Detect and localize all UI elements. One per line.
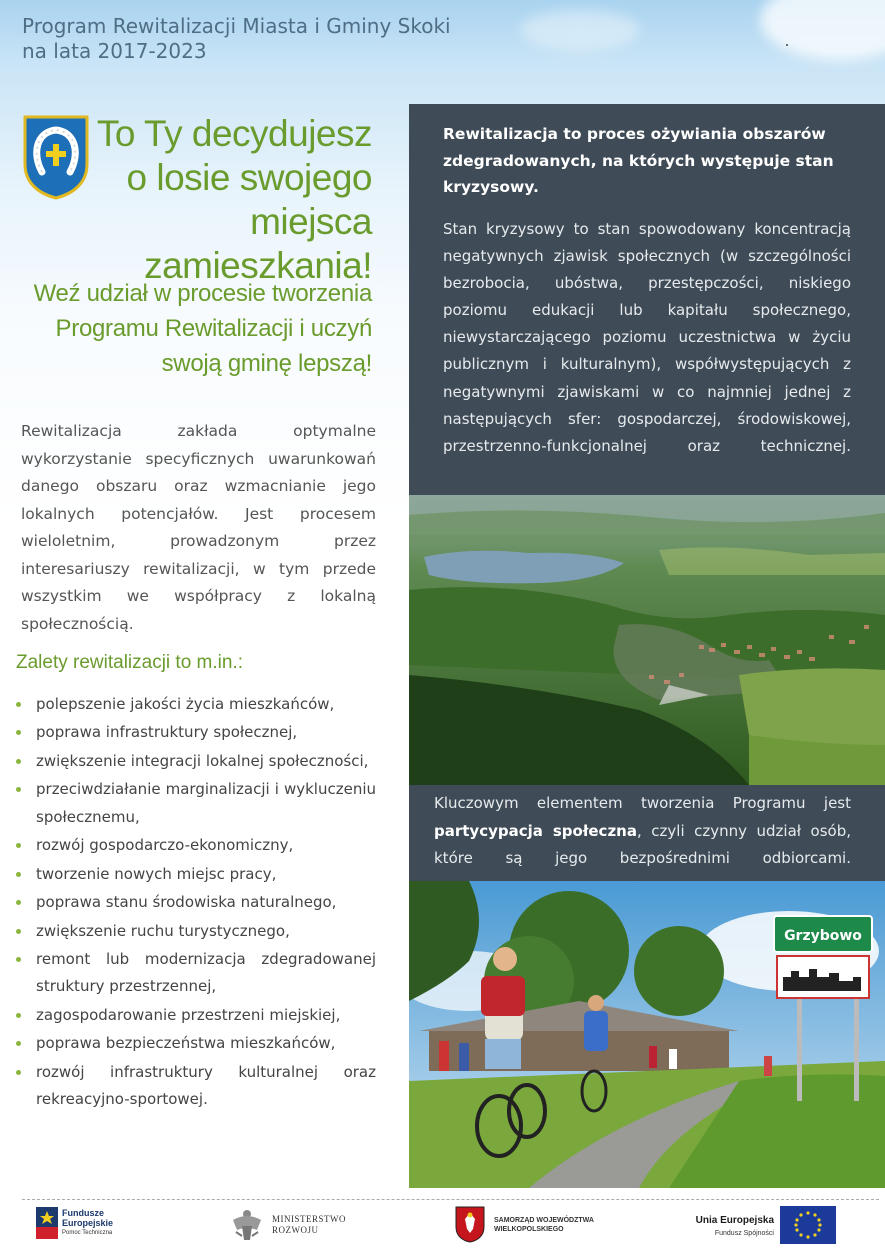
benefits-list — [16, 691, 376, 1115]
headline-line: o losie swojego — [126, 157, 372, 198]
intro-paragraph: Rewitalizacja zakłada optymalne wykorzystanie specyficznych uwarunkowań danego obszaru oraz wzmacnianie jego lokalnych potencjałów. Jest procesem wieloletnim, prowadzonym przez interesariuszy rewitalizacji, w tym przede wszystkim we współpracy z lokalną społecznością. — [21, 422, 376, 633]
subheadline-line: Programu Rewitalizacji i uczyń — [55, 315, 372, 342]
program-title: Program Rewitalizacji Miasta i Gminy Skoki — [22, 14, 451, 38]
list-item: poprawa infrastruktury społecznej, — [16, 719, 376, 746]
headline-line: miejsca zamieszkania! — [144, 201, 372, 286]
ue-line2: Fundusz Spójności — [714, 1230, 774, 1237]
fe-line2: Europejskie — [62, 1218, 114, 1228]
list-item: zwiększenie ruchu turystycznego, — [16, 918, 376, 945]
program-years: na lata 2017-2023 — [22, 39, 207, 63]
participation-text-start: Kluczowym elementem tworzenia Programu jest — [434, 794, 851, 812]
main-headline — [32, 112, 372, 288]
subheadline-line: Weź udział w procesie tworzenia — [33, 280, 372, 307]
unia-europejska-logo — [680, 1204, 836, 1246]
list-item: przeciwdziałanie marginalizacji i wykluczeniu społecznemu, — [16, 776, 376, 831]
polish-eagle-icon — [230, 1206, 264, 1244]
program-header — [22, 14, 451, 64]
cloud-decoration — [520, 10, 640, 50]
sw-line1: SAMORZĄD WOJEWÓDZTWA — [494, 1217, 594, 1224]
fe-star-icon — [36, 1207, 58, 1239]
eu-flag-icon — [780, 1206, 836, 1244]
samorzad-wojewodztwa-logo — [454, 1204, 594, 1246]
participation-text-end: , czyli czynny udział osób, które są jego bezpośrednimi odbiorcami. — [434, 821, 852, 867]
aerial-landscape-photo — [409, 495, 885, 785]
list-item: poprawa stanu środowiska naturalnego, — [16, 889, 376, 916]
town-sign-label: Grzybowo — [784, 928, 862, 944]
decorative-dot — [786, 44, 788, 46]
list-item: zwiększenie integracji lokalnej społeczności, — [16, 748, 376, 775]
panel-lead: Rewitalizacja to proces ożywiania obszarów zdegradowanych, na których występuje stan kryzysowy. — [443, 125, 834, 196]
sub-headline — [12, 276, 372, 381]
ministerstwo-rozwoju-logo — [230, 1204, 360, 1246]
list-item: rozwój infrastruktury kulturalnej oraz rekreacyjno-sportowej. — [16, 1059, 376, 1114]
participation-highlight: partycypacja społeczna — [434, 821, 637, 840]
subheadline-line: swoją gminę lepszą! — [161, 350, 372, 377]
wielkopolska-shield-icon — [454, 1205, 486, 1243]
fe-line1: Fundusze — [62, 1208, 104, 1218]
list-item: zagospodarowanie przestrzeni miejskiej, — [16, 1002, 376, 1029]
list-item: remont lub modernizacja zdegradowanej struktury przestrzennej, — [16, 946, 376, 1001]
mr-line1: MINISTERSTWO — [272, 1214, 346, 1224]
list-item: polepszenie jakości życia mieszkańców, — [16, 691, 376, 718]
sw-line2: WIELKOPOLSKIEGO — [494, 1226, 564, 1233]
headline-line: To Ty decydujesz — [96, 113, 372, 154]
cyclists-photo — [409, 881, 885, 1188]
list-item: poprawa bezpieczeństwa mieszkańców, — [16, 1030, 376, 1057]
list-item: rozwój gospodarczo-ekonomiczny, — [16, 832, 376, 859]
list-item: tworzenie nowych miejsc pracy, — [16, 861, 376, 888]
mr-line2: ROZWOJU — [272, 1225, 319, 1235]
benefits-title: Zalety rewitalizacji to m.in.: — [16, 652, 244, 673]
fundusze-europejskie-logo — [36, 1204, 136, 1246]
footer-divider — [22, 1199, 879, 1200]
participation-text — [434, 790, 851, 873]
ue-line1: Unia Europejska — [695, 1215, 774, 1226]
fe-subline: Pomoc Techniczna — [62, 1230, 113, 1236]
panel-body: Stan kryzysowy to stan spowodowany koncentracją negatywnych zjawisk społecznych (w szczególności bezrobocia, ubóstwa, przestępczości, niskiego poziomu edukacji lub kapitału społecznego, niewystarczającego poziomu uczestnictwa w życiu publicznym i kulturalnym), współwystępujących z negatywnymi zjawiskami w co najmniej jednej z następujących sfer: gospodarczej, środowiskowej, przestrzenno-funkcjonalnej oraz technicznej. — [443, 220, 851, 455]
